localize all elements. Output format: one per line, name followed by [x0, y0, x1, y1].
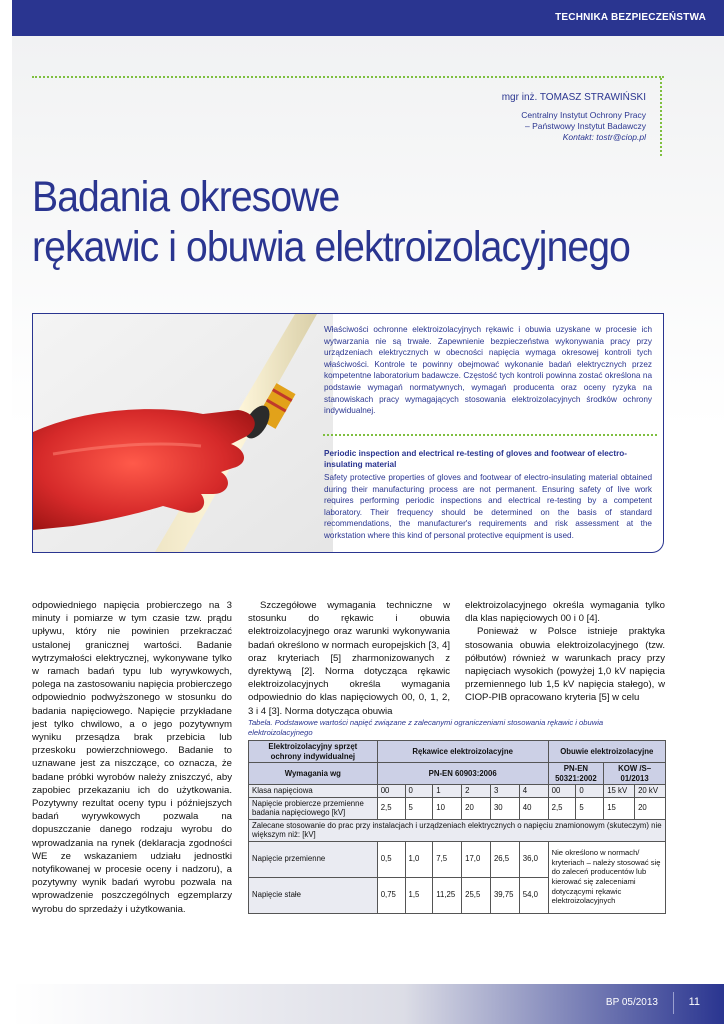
dotted-divider-top	[32, 76, 664, 78]
table-caption: Tabela. Podstawowe wartości napięć związane z zalecanymi ograniczeniami stosowania rękawic i obuwia elektroizolacyjnego	[248, 718, 604, 737]
section-header-bar	[12, 0, 724, 36]
table-cell: 1,5	[405, 877, 433, 913]
glove-photo	[33, 314, 333, 552]
table-row	[249, 841, 666, 877]
table-row	[249, 785, 666, 798]
table-note-row: Zalecane stosowanie do prac przy instalacjach i urządzeniach elektrycznych o napięciu znamionowym (skuteczym) nie większym niż: [kV]	[249, 819, 666, 841]
author-name: mgr inż. TOMASZ STRAWIŃSKI	[501, 92, 646, 103]
table-row	[249, 797, 666, 819]
table-cell: 17,0	[462, 841, 491, 877]
body-column-3	[465, 599, 665, 705]
table-cell: 15	[604, 797, 635, 819]
table-header-gloves-standard: PN-EN 60903:2006	[377, 763, 548, 785]
shoes-note-cell: Nie określono w normach/ kryteriach – należy stosować się do zaleceń producentów lub kierować się zaleceniami dotyczącymi rękawic elektroizolacyjnych	[548, 841, 665, 913]
table-cell: 2,5	[548, 797, 576, 819]
author-institution: Centralny Instytut Ochrony Pracy	[521, 110, 646, 120]
article-title	[32, 172, 630, 272]
lead-paragraph: Właściwości ochronne elektroizolacyjnych rękawic i obuwia uzyskane w procesie ich wytwarzania nie są trwałe. Zapewnienie bezpieczeństwa wykonywania pracy przy urządzeniach elektrycznych w obecności napięcia wymaga okresowej kontroli tych właściwości. Kontrole te powinny obejmować wykonanie badań elektrycznych przez kompetentne laboratorium badawcze. Częstość tych kontroli powinna zostać określona na podstawie wymagań normatywnych, wymagań producenta oraz oceny ryzyka na stanowiskach pracy wymagających stosowania elektroizolacyjnych środków ochrony indywidualnej.	[324, 325, 652, 416]
table-cell: 40	[519, 797, 548, 819]
table-header-requirements: Wymagania wg	[249, 763, 378, 785]
voltage-table	[248, 740, 666, 914]
english-title: Periodic inspection and electrical re-testing of gloves and footwear of electro-insulating material	[324, 449, 628, 469]
table-cell: 36,0	[519, 841, 548, 877]
table-cell: 39,75	[490, 877, 519, 913]
table-cell: 5	[405, 797, 433, 819]
page-number: 11	[688, 996, 700, 1008]
table-cell: 20	[635, 797, 666, 819]
table-header-shoes-standard-1: PN-EN 50321:2002	[548, 763, 604, 785]
table-header-gloves: Rękawice elektroizolacyjne	[377, 741, 548, 763]
body-column-1	[32, 599, 232, 929]
table-cell: 00	[548, 785, 576, 798]
table-cell: 10	[433, 797, 462, 819]
table-cell: 4	[519, 785, 548, 798]
table-cell: 54,0	[519, 877, 548, 913]
table-cell: 1	[433, 785, 462, 798]
table-cell: 20	[462, 797, 491, 819]
author-block	[502, 92, 646, 143]
author-contact: Kontakt: tostr@ciop.pl	[562, 132, 646, 142]
table-header-equipment: Elektroizolacyjny sprzęt ochrony indywidualnej	[249, 741, 378, 763]
body-text-col3a: elektroizolacyjnego określa wymagania tylko dla klas napięciowych 00 i 0 [4].	[465, 600, 665, 625]
row-label-test-voltage: Napięcie probiercze przemienne badania napięciowego [kV]	[249, 797, 378, 819]
table-cell: 15 kV	[604, 785, 635, 798]
english-abstract: Safety protective properties of gloves and footwear of electro-insulating material obtained during their manufacturing process are not permanent. Ensuring safety of live work requires performing periodic inspections and electrical re-testing by a competent laboratory. Their frequency should be determined on the basis of standard recommendations, the manufacturer's requirements and risk assessment at the workstation where this kind of personal protective equipment is used.	[324, 473, 652, 540]
table-row	[249, 819, 666, 841]
table-cell: 0	[576, 785, 604, 798]
title-line-2: rękawic i obuwia elektroizolacyjnego	[32, 223, 630, 271]
table-cell: 0,5	[377, 841, 405, 877]
row-label-ac: Napięcie przemienne	[249, 841, 378, 877]
table-cell: 5	[576, 797, 604, 819]
body-column-2	[248, 599, 450, 718]
table-cell: 00	[377, 785, 405, 798]
table-cell: 1,0	[405, 841, 433, 877]
table-cell: 0	[405, 785, 433, 798]
table-cell: 3	[490, 785, 519, 798]
table-cell: 2,5	[377, 797, 405, 819]
author-institution-2: – Państwowy Instytut Badawczy	[525, 121, 646, 131]
table-cell: 20 kV	[635, 785, 666, 798]
table-cell: 30	[490, 797, 519, 819]
page-footer	[12, 984, 724, 1024]
table-cell: 2	[462, 785, 491, 798]
issue-label: BP 05/2013	[605, 997, 658, 1008]
table-cell: 11,25	[433, 877, 462, 913]
table-cell: 25,5	[462, 877, 491, 913]
table-header-shoes-standard-2: KOW /S–01/2013	[604, 763, 666, 785]
body-text-col1: odpowiedniego napięcia probierczego na 3 minuty i pomiarze w tym czasie tzw. prądu upływu, który nie powinien przekraczać ustalonej granicznej wartości. Badanie wytrzymałości elektrycznej, wykonywane tylko w ramach badań typu lub wyrywkowych, polega na zastosowaniu napięcia probierczego odpowiednio podwyższonego w stosunku do badania napięciowego. Napięcie przykładane jest tylko chwilowo, a o jego pozytywnym wyniku przesądza brak przebicia lub przeskoku powierzchniowego. Badanie to uznawane jest za niszczące, co oznacza, że badane próbki wyrobów należy zniszczyć, aby zapobiec przekazaniu ich do użytkowania. Pozytywny rezultat oceny typu i późniejszych badań wyrywkowych pozwala na dopuszczanie danego rodzaju wyrobu do wprowadzania na rynek (deklaracja zgodności WE ze wskazaniem udziału jednostki notyfikowanej w procesie oceny i nadzoru), a pozytywny wynik badań wyrobu pozwala na wprowadzenie poszczególnych egzemplarzy wyrobu do sprzedaży i użytkowania.	[32, 600, 232, 915]
row-label-dc: Napięcie stałe	[249, 877, 378, 913]
table-cell: 7,5	[433, 841, 462, 877]
section-label: TECHNIKA BEZPIECZEŃSTWA	[555, 12, 706, 23]
row-label-class: Klasa napięciowa	[249, 785, 378, 798]
table-cell: 0,75	[377, 877, 405, 913]
table-header-shoes: Obuwie elektroizolacyjne	[548, 741, 665, 763]
title-line-1: Badania okresowe	[32, 173, 340, 221]
table-cell: 26,5	[490, 841, 519, 877]
body-text-col2: Szczegółowe wymagania techniczne w stosunku do rękawic i obuwia elektroizolacyjnego oraz warunki wykonywania badań określono w normach europejskich [3, 4] oraz kryteriach [5] zharmonizowanych z dyrektywą [2]. Norma dotycząca rękawic elektroizolacyjnych określa wymagania odpowiednio do klas napięciowych 00, 0, 1, 2, 3 i 4 [3]. Norma dotycząca obuwia	[248, 600, 450, 717]
abstract-dotted-divider	[323, 434, 657, 436]
footer-separator	[673, 992, 674, 1014]
body-text-col3b: Ponieważ w Polsce istnieje praktyka stosowania obuwia elektroizolacyjnego (tzw. półbutów) również w warunkach pracy przy napięciach wysokich (powyżej 1,0 kV napięcia przemiennego lub 1,5 kV napięcia stałego), w CIOP-PIB opracowano kryteria [5] w celu	[465, 626, 665, 704]
dotted-divider-vertical	[660, 78, 662, 156]
